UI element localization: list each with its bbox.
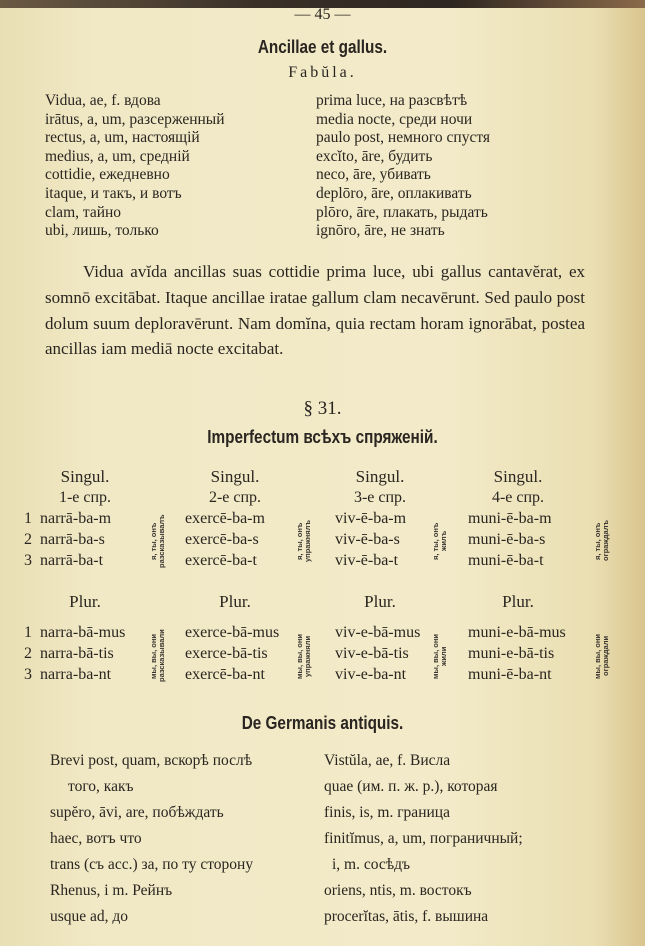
singular-gloss: я, ты, онъ жилъ [431, 522, 448, 560]
plural-form: viv-e-bā-tis [335, 645, 409, 662]
singular-form: narrā-ba-t [40, 552, 104, 569]
person-number: 2 [24, 645, 32, 662]
plural-label: Plur. [69, 592, 101, 611]
plural-form: muni-ē-ba-nt [468, 666, 552, 683]
vocab-entry: trans (съ acc.) за, по ту сторону [50, 856, 254, 873]
singular-form: exercē-ba-s [185, 531, 259, 548]
story-vocab-left [45, 92, 225, 241]
plural-label: Plur. [364, 592, 396, 611]
plural-gloss: мы, вы, они жили [431, 633, 448, 679]
germans-vocab-left [50, 748, 253, 930]
vocab-entry: ignōro, āre, не знать [316, 222, 445, 240]
vocab-entry: itaque, и такъ, и вотъ [45, 184, 182, 202]
plural-form: narra-bā-mus [40, 624, 126, 641]
plural-form: narra-ba-nt [40, 666, 112, 683]
singular-form: narrā-ba-s [40, 531, 105, 548]
singular-form: narrā-ba-m [40, 510, 112, 527]
vocab-entry: rectus, a, um, настоящій [45, 129, 200, 147]
singular-gloss: я, ты, онъ упражнялъ [295, 520, 312, 562]
singular-form: viv-ē-ba-s [335, 531, 400, 548]
plural-gloss: мы, вы, они ограждали [593, 633, 610, 679]
vocab-entry: finis, is, m. граница [324, 804, 450, 821]
singular-label: Singul. [493, 467, 543, 486]
conjugation-name: 2-е спр. [208, 489, 262, 506]
plural-form: exerce-bā-tis [185, 645, 268, 662]
vocab-entry: plōro, āre, плакать, рыдать [316, 203, 488, 221]
conjugation-name: 1-е спр. [58, 489, 112, 506]
singular-form: muni-ē-ba-t [468, 552, 544, 569]
vocab-entry: Rhenus, i m. Рейнъ [50, 882, 173, 899]
vocab-entry: Vidua, ae, f. вдова [45, 92, 161, 109]
singular-form: viv-ē-ba-t [335, 552, 399, 569]
page-number: — 45 — [294, 6, 351, 23]
plural-form: viv-e-bā-mus [335, 624, 421, 641]
vocab-entry: haec, вотъ что [50, 830, 142, 847]
singular-gloss: я, ты, онъ разсказывалъ [149, 514, 166, 568]
vocab-entry: usque ad, до [50, 908, 129, 925]
singular-form: muni-ē-ba-m [468, 510, 552, 527]
vocab-entry: clam, тайно [45, 203, 122, 221]
singular-label: Singul. [60, 467, 110, 486]
vocab-entry: finitĭmus, a, um, пограничный; [324, 830, 523, 847]
person-number: 1 [24, 510, 32, 527]
person-number: 3 [24, 552, 32, 569]
vocab-entry: irātus, a, um, разсерженный [45, 110, 225, 128]
vocab-entry: media nocte, среди ночи [316, 110, 473, 128]
plural-label: Plur. [219, 592, 251, 611]
story-text [45, 259, 585, 362]
plural-form: narra-bā-tis [40, 645, 114, 662]
plural-gloss: мы, вы, они разсказывали [149, 629, 166, 683]
conjugation-name: 3-е спр. [353, 489, 407, 506]
vocab-entry: i, m. сосѣдъ [332, 856, 411, 873]
story-subtitle: Fabŭla. [288, 64, 357, 81]
plural-form: exerce-bā-mus [185, 624, 280, 641]
plural-form: viv-e-ba-nt [335, 666, 407, 683]
plural-form: muni-e-bā-mus [468, 624, 566, 641]
germans-title: De Germanis antiquis. [241, 713, 404, 733]
singular-label: Singul. [210, 467, 260, 486]
person-number: 1 [24, 624, 32, 641]
singular-form: exercē-ba-m [185, 510, 265, 527]
vocab-entry: supĕro, āvi, are, побѣждать [50, 804, 224, 821]
plural-label: Plur. [502, 592, 534, 611]
vocab-entry: Vistŭla, ae, f. Висла [324, 752, 451, 769]
vocab-entry: prima luce, на разсвѣтѣ [316, 92, 468, 109]
story-title: Ancillae et gallus. [257, 37, 388, 57]
vocab-entry: того, какъ [68, 778, 134, 795]
vocab-entry: ubi, лишь, только [45, 222, 159, 240]
plural-form: muni-e-bā-tis [468, 645, 555, 662]
vocab-entry: Brevi post, quam, вскорѣ послѣ [50, 752, 253, 769]
germans-vocab-right [324, 748, 523, 930]
vocab-entry: medius, a, um, средній [45, 147, 190, 165]
vocab-entry: excĭto, āre, будить [316, 147, 433, 165]
singular-form: muni-ē-ba-s [468, 531, 546, 548]
vocab-entry: oriens, ntis, m. востокъ [324, 882, 472, 899]
vocab-entry: deplōro, āre, оплакивать [316, 184, 472, 202]
story-vocab-right [316, 92, 490, 241]
singular-form: viv-ē-ba-m [335, 510, 407, 527]
singular-gloss: я, ты, онъ ограждалъ [593, 520, 610, 562]
vocab-entry: neco, āre, убивать [316, 166, 431, 184]
person-number: 3 [24, 666, 32, 683]
vocab-entry: cottidie, ежедневно [45, 166, 170, 184]
singular-label: Singul. [355, 467, 405, 486]
vocab-entry: quae (им. п. ж. р.), которая [324, 778, 498, 795]
plural-gloss: мы, вы, они упражняли [295, 633, 312, 679]
person-number: 2 [24, 531, 32, 548]
section-number: § 31. [303, 398, 342, 419]
vocab-entry: procerĭtas, ātis, f. вышина [324, 908, 489, 925]
vocab-entry: paulo post, немного спустя [316, 129, 491, 147]
plural-form: exercē-ba-nt [185, 666, 265, 683]
singular-form: exercē-ba-t [185, 552, 257, 569]
story-paragraph: Vidua avĭda ancillas suas cottidie prima luce, ubi gallus cantavĕrat, ex somnō excitābat. Itaque ancillae iratae gallum clam necavērunt. Sed paulo post dolum suum deploravērunt. Nam domĭna, quia rectam horam ignorābat, postea ancillas iam mediā nocte excitabat. [45, 262, 585, 359]
section-title: Imperfectum всѣхъ спряженій. [207, 427, 438, 447]
conjugation-name: 4-е спр. [491, 489, 545, 506]
